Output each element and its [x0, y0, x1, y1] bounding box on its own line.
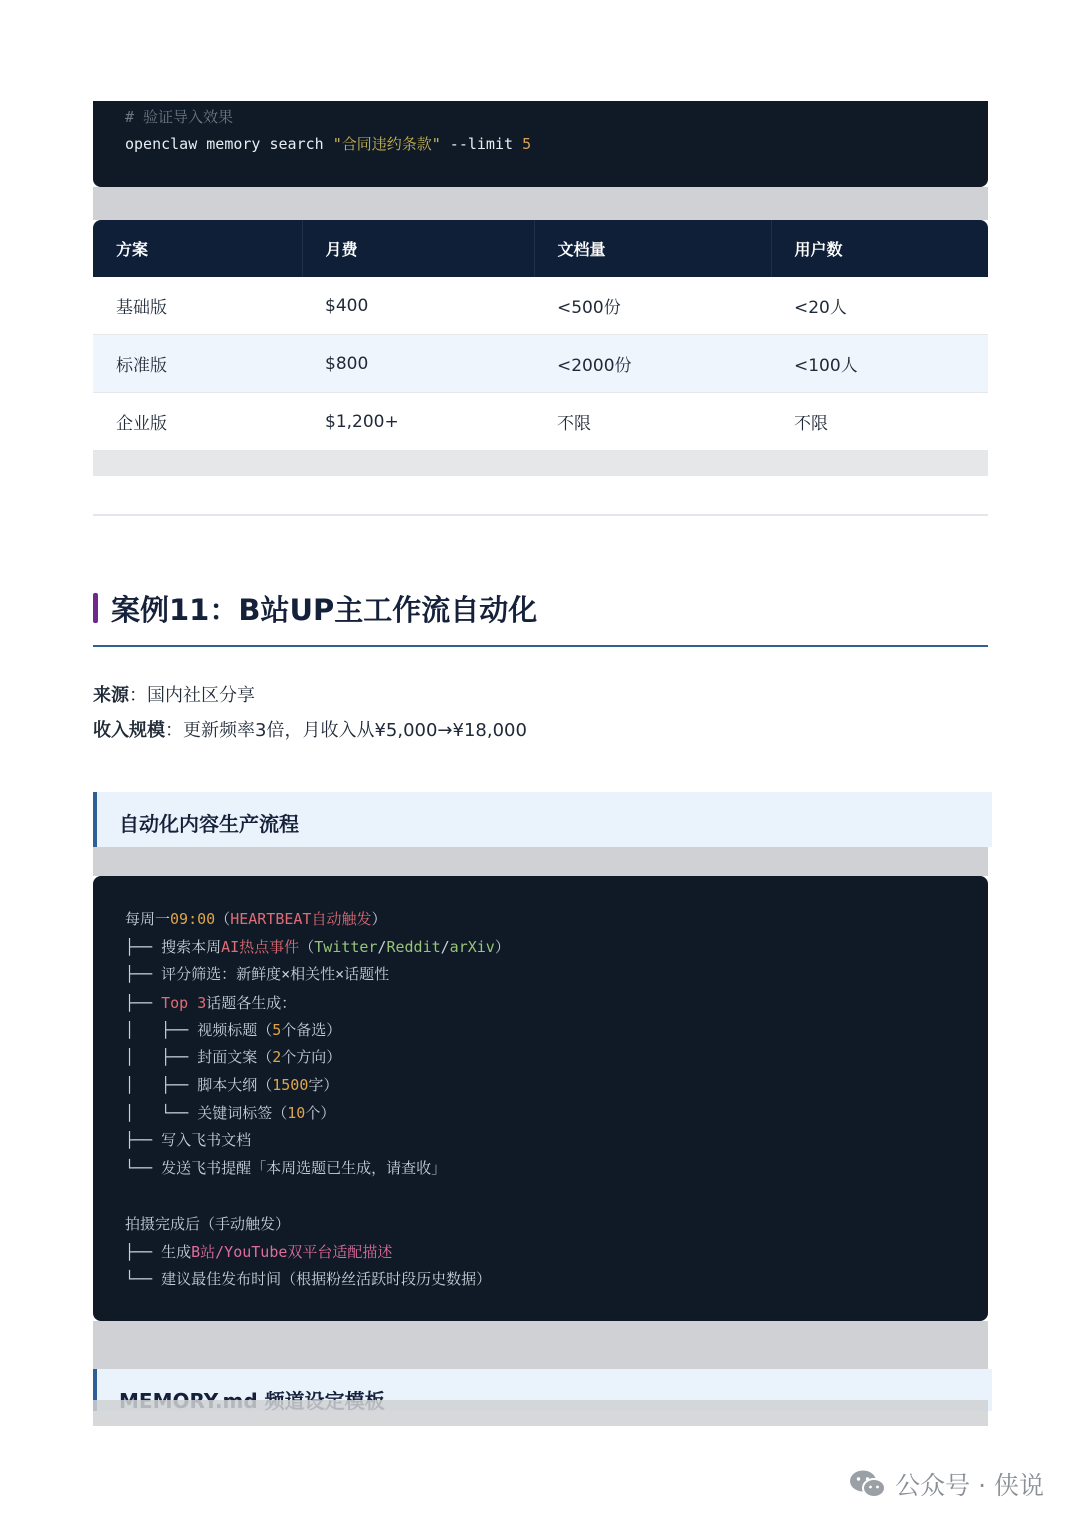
table-row: [93, 277, 988, 335]
section-header-workflow: 自动化内容生产流程: [93, 792, 992, 847]
table-row: [93, 335, 988, 393]
gray-spacer: [93, 1400, 988, 1426]
watermark-text: 公众号 · 侠说: [895, 1471, 1044, 1500]
code-line: ├── 生成B站/YouTube双平台适配描述: [125, 1243, 393, 1261]
code-line: │ └── 关键词标签（10个）: [125, 1104, 336, 1122]
table-cell: 企业版: [93, 393, 302, 451]
code-line: ├── 写入飞书文档: [125, 1131, 252, 1149]
table-cell: $400: [302, 277, 534, 335]
table-row: [93, 393, 988, 451]
code-comment: # 验证导入效果: [125, 108, 234, 126]
table-cell: 基础版: [93, 277, 302, 335]
code-block-workflow: [93, 876, 988, 1321]
table-cell: 不限: [534, 393, 771, 451]
table-header-row: [93, 220, 988, 277]
table-cell: 不限: [771, 393, 988, 451]
code-line: ├── 搜索本周AI热点事件（Twitter/Reddit/arXiv）: [125, 938, 510, 956]
table-cell: <100人: [771, 335, 988, 393]
section-divider: [93, 514, 988, 516]
code-line: └── 发送飞书提醒「本周选题已生成，请查收」: [125, 1159, 447, 1177]
col-header-users: 用户数: [771, 220, 988, 277]
income-line: 收入规模：更新频率3倍，月收入从¥5,000→¥18,000: [93, 720, 527, 741]
gray-spacer: [93, 450, 988, 476]
table-cell: 标准版: [93, 335, 302, 393]
source-line: 来源：国内社区分享: [93, 685, 255, 706]
code-line: │ ├── 视频标题（5个备选）: [125, 1021, 342, 1039]
gray-spacer: [93, 847, 988, 876]
code-line: └── 建议最佳发布时间（根据粉丝活跃时段历史数据）: [125, 1270, 492, 1288]
table-cell: $1,200+: [302, 393, 534, 451]
code-line: │ ├── 脚本大纲（1500字）: [125, 1076, 339, 1094]
table-cell: <20人: [771, 277, 988, 335]
pricing-table: [93, 220, 988, 451]
col-header-fee: 月费: [302, 220, 534, 277]
gray-spacer: [93, 187, 988, 220]
gray-spacer: [93, 1321, 988, 1369]
col-header-plan: 方案: [93, 220, 302, 277]
watermark: [849, 1466, 1044, 1502]
code-block-import-check: [93, 101, 988, 187]
code-line: │ ├── 封面文案（2个方向）: [125, 1048, 342, 1066]
wechat-icon: [849, 1469, 887, 1499]
code-line: 每周一09:00（HEARTBEAT自动触发）: [125, 910, 387, 928]
table-cell: $800: [302, 335, 534, 393]
heading-accent-bar: [93, 593, 98, 623]
case-title: 案例11：B站UP主工作流自动化: [111, 593, 538, 627]
col-header-docs: 文档量: [534, 220, 771, 277]
code-command: openclaw memory search "合同违约条款" --limit 5: [125, 135, 532, 153]
code-line: ├── Top 3话题各生成：: [125, 994, 297, 1012]
code-line: ├── 评分筛选：新鲜度×相关性×话题性: [125, 965, 390, 983]
table-cell: <500份: [534, 277, 771, 335]
heading-underline: [93, 645, 988, 647]
code-line: 拍摄完成后（手动触发）: [125, 1215, 291, 1233]
table-cell: <2000份: [534, 335, 771, 393]
